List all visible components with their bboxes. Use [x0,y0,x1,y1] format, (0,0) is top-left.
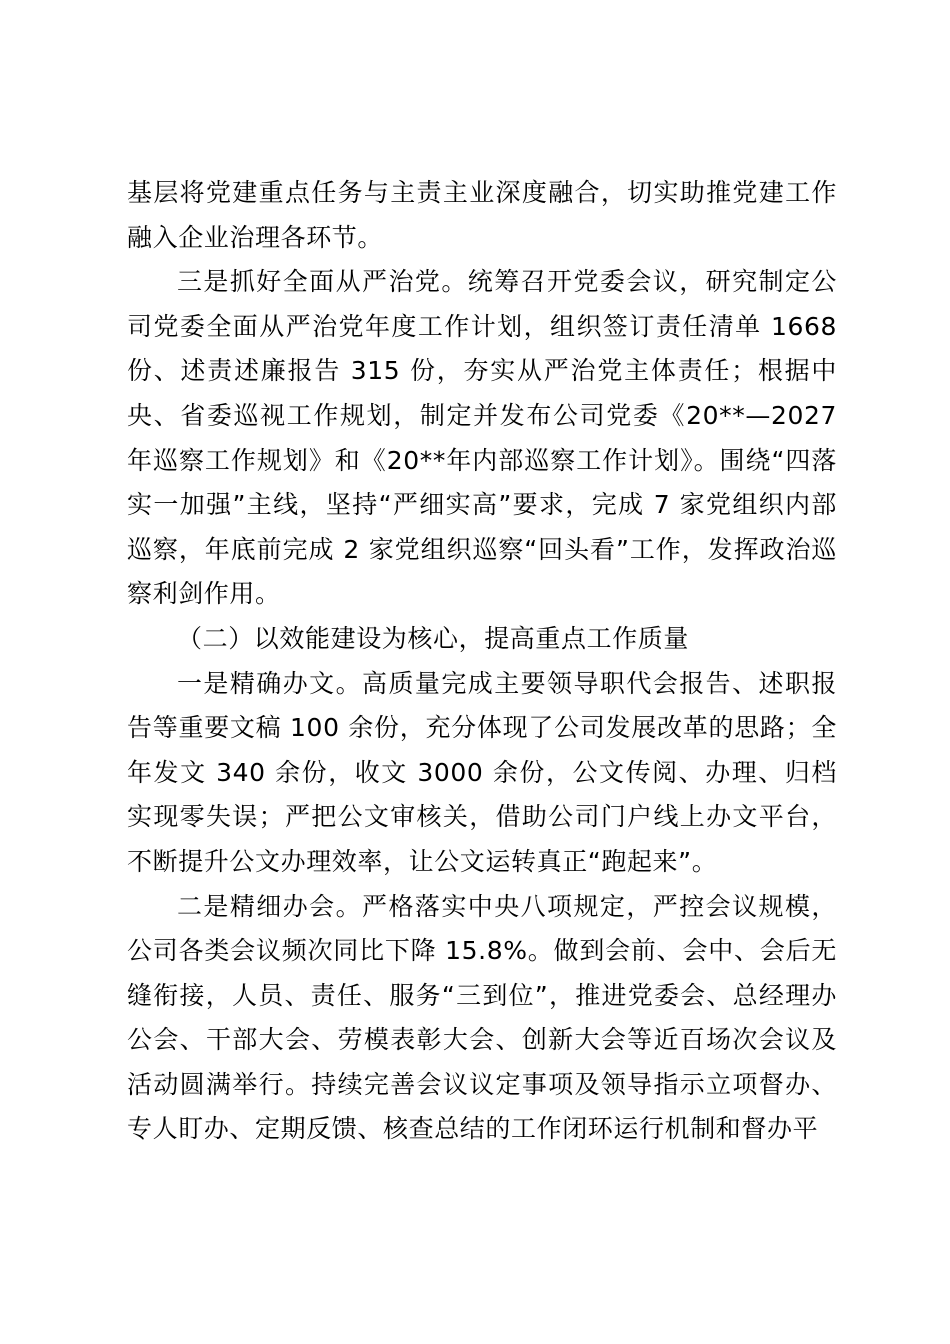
document-body [127,171,837,1152]
paragraph-continuation: 基层将党建重点任务与主责主业深度融合，切实助推党建工作融入企业治理各环节。 [127,178,837,252]
section-heading: （二）以效能建设为核心，提高重点工作质量 [177,623,690,653]
paragraph-point-3: 三是抓好全面从严治党。统筹召开党委会议，研究制定公司党委全面从严治党年度工作计划，组织签订责任清单 1668 份、述责述廉报告 315 份，夯实从严治党主体责任；根据中央、省委巡视工作规划，制定并发布公司党委《20**—2027年巡察工作规划》和《20**年内部巡察工作计划》。围绕“四落实一加强”主线，坚持“严细实高”要求，完成 7 家党组织内部巡察，年底前完成 2 家党组织巡察“回头看”工作，发挥政治巡察利剑作用。 [127,267,837,609]
paragraph-point-1: 一是精确办文。高质量完成主要领导职代会报告、述职报告等重要文稿 100 余份，充分体现了公司发展改革的思路；全年发文 340 余份，收文 3000 余份，公文传阅、办理、归档实现零失误；严把公文审核关，借助公司门户线上办文平台，不断提升公文办理效率，让公文运转真正“跑起来”。 [127,668,837,876]
paragraph-point-2: 二是精细办会。严格落实中央八项规定，严控会议规模，公司各类会议频次同比下降 15.8%。做到会前、会中、会后无缝衔接，人员、责任、服务“三到位”，推进党委会、总经理办公会、干部大会、劳模表彰大会、创新大会等近百场次会议及活动圆满举行。持续完善会议议定事项及领导指示立项督办、专人盯办、定期反馈、核查总结的工作闭环运行机制和督办平 [127,891,837,1144]
